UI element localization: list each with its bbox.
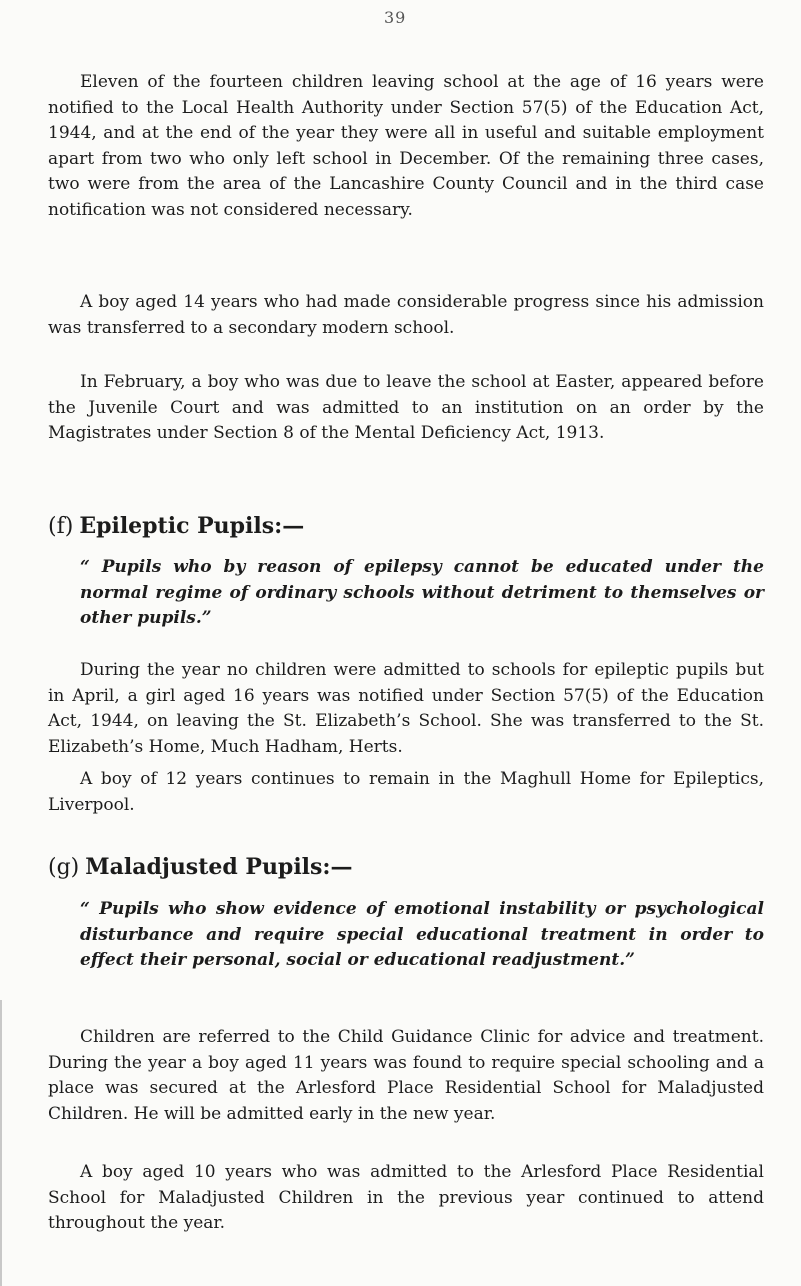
section-g-heading bbox=[48, 853, 353, 882]
section-g-definition: “ Pupils who show evidence of emotional instability or psychological disturbance and require special educational treatment in order to effect their personal, social or educational readjustment.” bbox=[80, 899, 764, 970]
section-f-paragraph-1-block bbox=[48, 658, 764, 760]
section-f-title: Epileptic Pupils:— bbox=[79, 513, 305, 539]
intro-paragraph-3-block bbox=[48, 370, 764, 447]
page-number: 39 bbox=[384, 8, 407, 27]
section-g-paragraph-2-block bbox=[48, 1160, 764, 1237]
intro-paragraph-1-block bbox=[48, 70, 764, 223]
intro-paragraph: A boy aged 14 years who had made considerable progress since his admission was transferred to a secondary modern school. bbox=[48, 292, 764, 338]
section-g-paragraph-1-block bbox=[48, 1025, 764, 1127]
section-g-paragraph: A boy aged 10 years who was admitted to the Arlesford Place Residential School for Maladjusted Children in the previous year continued to attend throughout the year. bbox=[48, 1162, 764, 1233]
section-g-title: Maladjusted Pupils:— bbox=[85, 854, 353, 880]
section-f-paragraph: During the year no children were admitted to schools for epileptic pupils but in April, a girl aged 16 years was notified under Section 57(5) of the Education Act, 1944, on leaving the St. Elizabeth’s School. She was transferred to the St. Elizabeth’s Home, Much Hadham, Herts. bbox=[48, 660, 764, 757]
intro-paragraph: In February, a boy who was due to leave the school at Easter, appeared before the Juvenile Court and was admitted to an institution on an order by the Magistrates under Section 8 of the Mental Deficiency Act, 1913. bbox=[48, 372, 764, 443]
section-f-paragraph-2-block bbox=[48, 767, 764, 818]
intro-paragraph: Eleven of the fourteen children leaving school at the age of 16 years were notified to the Local Health Authority under Section 57(5) of the Education Act, 1944, and at the end of the year they were all in useful and suitable employment apart from two who only left school in December. Of the remaining three cases, two were from the area of the Lancashire County Council and in the third case notification was not considered necessary. bbox=[48, 72, 764, 220]
section-g-letter: (g) bbox=[48, 855, 80, 880]
section-f-paragraph: A boy of 12 years continues to remain in the Maghull Home for Epileptics, Liverpool. bbox=[48, 769, 764, 815]
page-edge-shadow bbox=[0, 1000, 2, 1286]
section-f-heading bbox=[48, 512, 304, 541]
intro-paragraph-2-block bbox=[48, 290, 764, 341]
section-g-paragraph: Children are referred to the Child Guidance Clinic for advice and treatment. During the year a boy aged 11 years was found to require special schooling and a place was secured at the Arlesford Place Residential School for Maladjusted Children. He will be admitted early in the new year. bbox=[48, 1027, 764, 1124]
section-f-letter: (f) bbox=[48, 514, 74, 539]
section-f-definition: “ Pupils who by reason of epilepsy cannot be educated under the normal regime of ordinary schools without detriment to themselves or other pupils.” bbox=[80, 557, 764, 628]
